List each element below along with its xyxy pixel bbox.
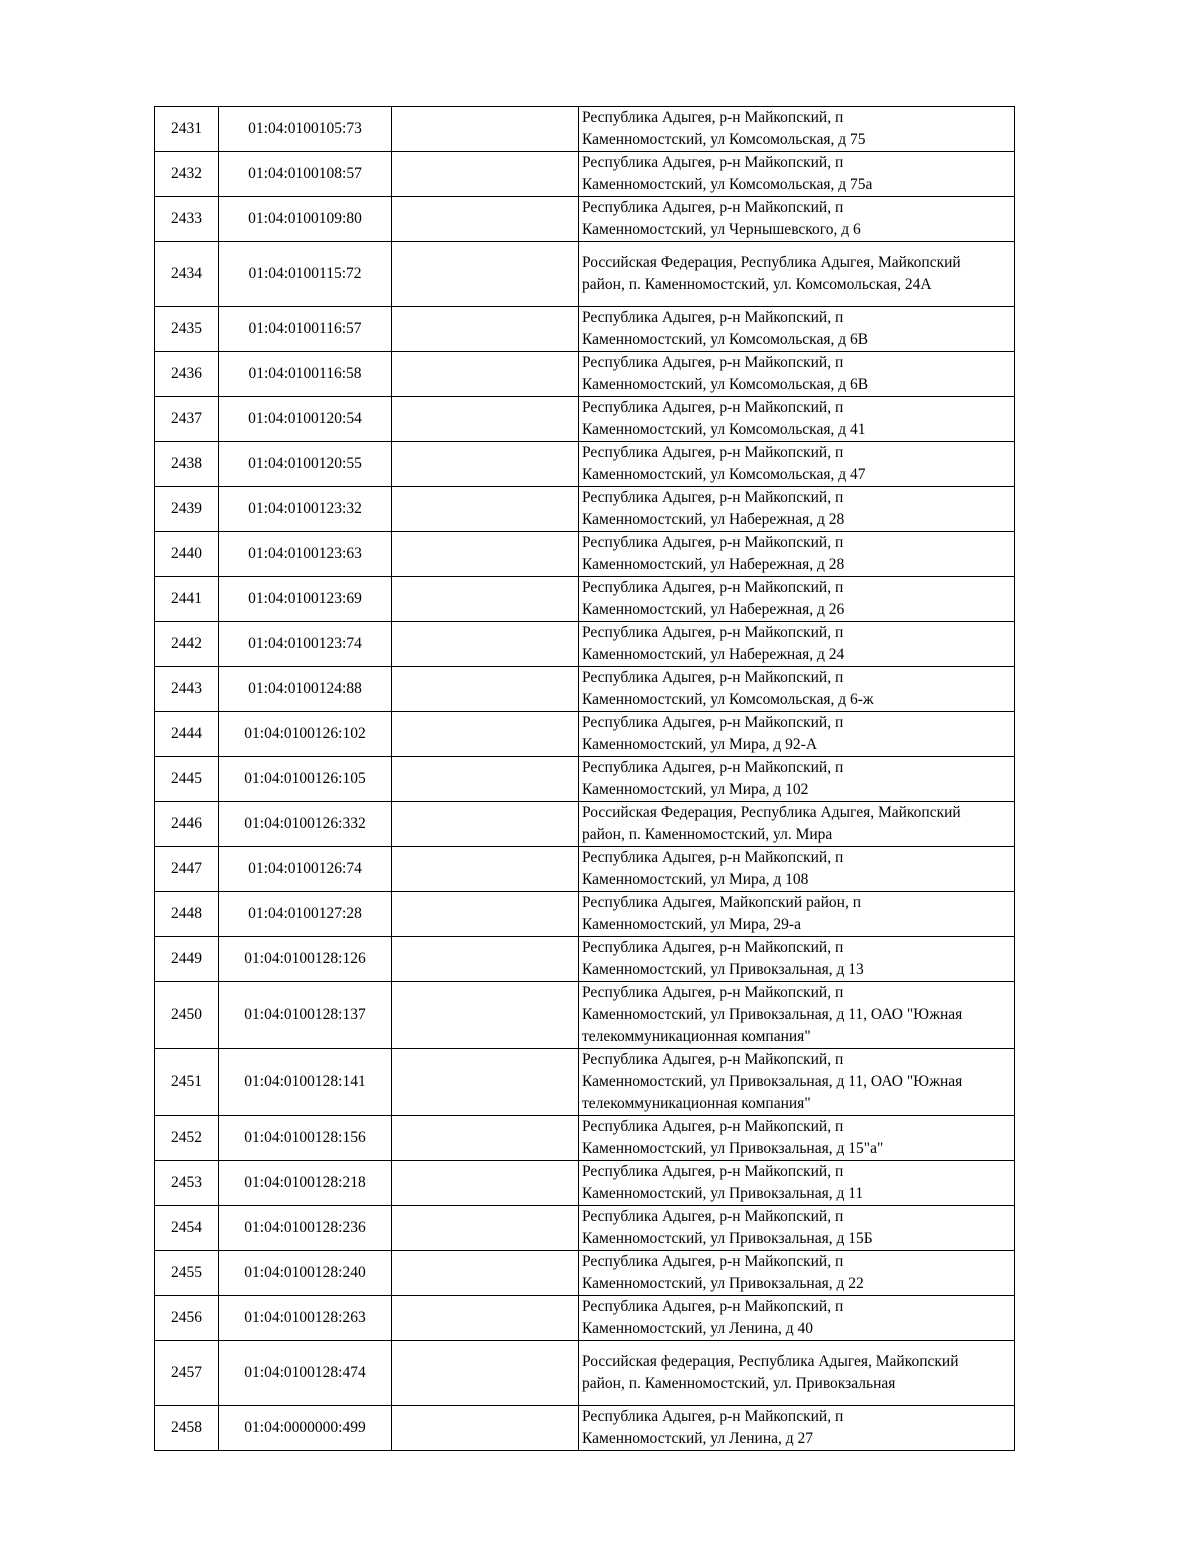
cadastral-number-cell: 01:04:0100108:57 <box>219 152 392 197</box>
address-line: Каменномостский, ул Комсомольская, д 41 <box>582 421 866 438</box>
address-line: Каменномостский, ул Привокзальная, д 22 <box>582 1275 864 1292</box>
empty-cell <box>392 107 579 152</box>
empty-cell <box>392 1341 579 1406</box>
address-line: район, п. Каменномостский, ул. Мира <box>582 826 833 843</box>
table-row <box>155 197 1015 242</box>
address-cell <box>579 1049 1015 1116</box>
address-line: Каменномостский, ул Комсомольская, д 47 <box>582 466 866 483</box>
row-number-cell: 2454 <box>155 1206 219 1251</box>
cadastral-number-cell: 01:04:0100128:156 <box>219 1116 392 1161</box>
address-line: Каменномостский, ул Привокзальная, д 13 <box>582 961 864 978</box>
row-number-cell: 2448 <box>155 892 219 937</box>
cadastral-number-cell: 01:04:0100123:74 <box>219 622 392 667</box>
table-row <box>155 307 1015 352</box>
row-number-cell: 2439 <box>155 487 219 532</box>
empty-cell <box>392 1406 579 1451</box>
cadastral-number-cell: 01:04:0100123:32 <box>219 487 392 532</box>
row-number-cell: 2444 <box>155 712 219 757</box>
address-cell <box>579 982 1015 1049</box>
address-cell <box>579 1116 1015 1161</box>
address-line: Каменномостский, ул Ленина, д 27 <box>582 1430 814 1447</box>
table-row <box>155 1161 1015 1206</box>
row-number-cell: 2435 <box>155 307 219 352</box>
cadastral-number-cell: 01:04:0100128:141 <box>219 1049 392 1116</box>
cadastral-number-cell: 01:04:0100116:57 <box>219 307 392 352</box>
address-line: Республика Адыгея, р-н Майкопский, п <box>582 109 844 126</box>
table-row <box>155 532 1015 577</box>
address-line: Республика Адыгея, р-н Майкопский, п <box>582 624 844 641</box>
cadastral-number-cell: 01:04:0100128:126 <box>219 937 392 982</box>
empty-cell <box>392 1049 579 1116</box>
address-line: Республика Адыгея, р-н Майкопский, п <box>582 199 844 216</box>
address-line: Каменномостский, ул Комсомольская, д 6В <box>582 331 869 348</box>
address-line: Республика Адыгея, р-н Майкопский, п <box>582 939 844 956</box>
address-cell <box>579 442 1015 487</box>
table-row <box>155 352 1015 397</box>
address-line: Каменномостский, ул Комсомольская, д 6-ж <box>582 691 874 708</box>
address-line: район, п. Каменномостский, ул. Привокзальная <box>582 1375 896 1392</box>
address-line: Российская Федерация, Республика Адыгея, Майкопский <box>582 254 961 271</box>
empty-cell <box>392 242 579 307</box>
table-row <box>155 107 1015 152</box>
empty-cell <box>392 712 579 757</box>
table-row <box>155 1406 1015 1451</box>
row-number-cell: 2445 <box>155 757 219 802</box>
address-line: Каменномостский, ул Мира, 29-а <box>582 916 801 933</box>
address-cell <box>579 152 1015 197</box>
address-line: Каменномостский, ул Чернышевского, д 6 <box>582 221 861 238</box>
row-number-cell: 2433 <box>155 197 219 242</box>
address-line: Республика Адыгея, р-н Майкопский, п <box>582 714 844 731</box>
cadastral-number-cell: 01:04:0100105:73 <box>219 107 392 152</box>
empty-cell <box>392 442 579 487</box>
empty-cell <box>392 1161 579 1206</box>
address-line: Республика Адыгея, р-н Майкопский, п <box>582 309 844 326</box>
address-cell <box>579 1406 1015 1451</box>
address-cell <box>579 1296 1015 1341</box>
address-line: Каменномостский, ул Набережная, д 26 <box>582 601 845 618</box>
table-row <box>155 982 1015 1049</box>
row-number-cell: 2447 <box>155 847 219 892</box>
address-line: Каменномостский, ул Привокзальная, д 11 <box>582 1185 864 1202</box>
address-line: Российская федерация, Республика Адыгея, Майкопский <box>582 1353 959 1370</box>
row-number-cell: 2455 <box>155 1251 219 1296</box>
row-number-cell: 2458 <box>155 1406 219 1451</box>
table-row <box>155 622 1015 667</box>
table-row <box>155 712 1015 757</box>
table-row <box>155 152 1015 197</box>
address-line: Республика Адыгея, р-н Майкопский, п <box>582 534 844 551</box>
empty-cell <box>392 982 579 1049</box>
empty-cell <box>392 352 579 397</box>
empty-cell <box>392 802 579 847</box>
cadastral-number-cell: 01:04:0100116:58 <box>219 352 392 397</box>
address-line: Республика Адыгея, р-н Майкопский, п <box>582 984 844 1001</box>
empty-cell <box>392 397 579 442</box>
table-row <box>155 242 1015 307</box>
address-line: Каменномостский, ул Комсомольская, д 6В <box>582 376 869 393</box>
table-row <box>155 1341 1015 1406</box>
address-line: Каменномостский, ул Комсомольская, д 75 <box>582 131 866 148</box>
address-cell <box>579 802 1015 847</box>
empty-cell <box>392 1296 579 1341</box>
address-line: Каменномостский, ул Мира, д 102 <box>582 781 809 798</box>
table-row <box>155 487 1015 532</box>
address-line: Республика Адыгея, р-н Майкопский, п <box>582 759 844 776</box>
address-cell <box>579 712 1015 757</box>
empty-cell <box>392 487 579 532</box>
address-cell <box>579 1161 1015 1206</box>
empty-cell <box>392 667 579 712</box>
address-cell <box>579 937 1015 982</box>
empty-cell <box>392 152 579 197</box>
address-cell <box>579 622 1015 667</box>
address-line: Республика Адыгея, р-н Майкопский, п <box>582 1051 844 1068</box>
address-cell <box>579 532 1015 577</box>
cadastral-number-cell: 01:04:0100126:74 <box>219 847 392 892</box>
table-row <box>155 757 1015 802</box>
cadastral-number-cell: 01:04:0100123:69 <box>219 577 392 622</box>
empty-cell <box>392 307 579 352</box>
address-line: Каменномостский, ул Набережная, д 28 <box>582 511 845 528</box>
address-line: Республика Адыгея, р-н Майкопский, п <box>582 1163 844 1180</box>
table-row <box>155 937 1015 982</box>
address-cell <box>579 487 1015 532</box>
address-cell <box>579 1251 1015 1296</box>
table-row <box>155 577 1015 622</box>
empty-cell <box>392 197 579 242</box>
address-line: Республика Адыгея, р-н Майкопский, п <box>582 1118 844 1135</box>
address-line: Республика Адыгея, р-н Майкопский, п <box>582 489 844 506</box>
table-row <box>155 847 1015 892</box>
address-line: Республика Адыгея, р-н Майкопский, п <box>582 354 844 371</box>
row-number-cell: 2443 <box>155 667 219 712</box>
row-number-cell: 2434 <box>155 242 219 307</box>
row-number-cell: 2431 <box>155 107 219 152</box>
address-line: Республика Адыгея, р-н Майкопский, п <box>582 1208 844 1225</box>
cadastral-number-cell: 01:04:0100115:72 <box>219 242 392 307</box>
row-number-cell: 2437 <box>155 397 219 442</box>
address-line: Каменномостский, ул Привокзальная, д 11, ОАО "Южная <box>582 1006 963 1023</box>
table-row <box>155 442 1015 487</box>
cadastral-number-cell: 01:04:0000000:499 <box>219 1406 392 1451</box>
address-line: район, п. Каменномостский, ул. Комсомольская, 24А <box>582 276 932 293</box>
empty-cell <box>392 892 579 937</box>
address-line: Республика Адыгея, р-н Майкопский, п <box>582 154 844 171</box>
address-line: Республика Адыгея, р-н Майкопский, п <box>582 1408 844 1425</box>
table-body <box>155 107 1015 1451</box>
row-number-cell: 2441 <box>155 577 219 622</box>
address-cell <box>579 667 1015 712</box>
cadastral-number-cell: 01:04:0100128:236 <box>219 1206 392 1251</box>
address-line: Каменномостский, ул Ленина, д 40 <box>582 1320 814 1337</box>
address-cell <box>579 757 1015 802</box>
empty-cell <box>392 577 579 622</box>
empty-cell <box>392 937 579 982</box>
cadastral-number-cell: 01:04:0100126:332 <box>219 802 392 847</box>
address-cell <box>579 307 1015 352</box>
cadastral-number-cell: 01:04:0100120:55 <box>219 442 392 487</box>
row-number-cell: 2442 <box>155 622 219 667</box>
cadastral-number-cell: 01:04:0100128:137 <box>219 982 392 1049</box>
empty-cell <box>392 622 579 667</box>
row-number-cell: 2452 <box>155 1116 219 1161</box>
table-row <box>155 892 1015 937</box>
cadastral-number-cell: 01:04:0100126:105 <box>219 757 392 802</box>
row-number-cell: 2438 <box>155 442 219 487</box>
address-line: Российская Федерация, Республика Адыгея, Майкопский <box>582 804 961 821</box>
address-cell <box>579 397 1015 442</box>
cadastral-number-cell: 01:04:0100126:102 <box>219 712 392 757</box>
row-number-cell: 2451 <box>155 1049 219 1116</box>
address-cell <box>579 197 1015 242</box>
address-line: Республика Адыгея, р-н Майкопский, п <box>582 669 844 686</box>
address-line: Каменномостский, ул Привокзальная, д 15Б <box>582 1230 873 1247</box>
row-number-cell: 2453 <box>155 1161 219 1206</box>
table-row <box>155 1116 1015 1161</box>
address-line: Республика Адыгея, р-н Майкопский, п <box>582 1253 844 1270</box>
address-line: Каменномостский, ул Набережная, д 28 <box>582 556 845 573</box>
row-number-cell: 2450 <box>155 982 219 1049</box>
address-line: телекоммуникационная компания" <box>582 1028 811 1045</box>
empty-cell <box>392 757 579 802</box>
cadastral-number-cell: 01:04:0100128:263 <box>219 1296 392 1341</box>
address-cell <box>579 892 1015 937</box>
address-cell <box>579 107 1015 152</box>
address-cell <box>579 1341 1015 1406</box>
row-number-cell: 2432 <box>155 152 219 197</box>
row-number-cell: 2457 <box>155 1341 219 1406</box>
address-cell <box>579 1206 1015 1251</box>
row-number-cell: 2440 <box>155 532 219 577</box>
address-line: Каменномостский, ул Набережная, д 24 <box>582 646 845 663</box>
address-line: Республика Адыгея, р-н Майкопский, п <box>582 399 844 416</box>
row-number-cell: 2436 <box>155 352 219 397</box>
cadastral-number-cell: 01:04:0100127:28 <box>219 892 392 937</box>
cadastral-number-cell: 01:04:0100123:63 <box>219 532 392 577</box>
empty-cell <box>392 532 579 577</box>
row-number-cell: 2449 <box>155 937 219 982</box>
address-line: Каменномостский, ул Привокзальная, д 15"а" <box>582 1140 884 1157</box>
empty-cell <box>392 1206 579 1251</box>
table-row <box>155 1206 1015 1251</box>
table-row <box>155 1251 1015 1296</box>
row-number-cell: 2456 <box>155 1296 219 1341</box>
empty-cell <box>392 1251 579 1296</box>
address-cell <box>579 577 1015 622</box>
address-line: Республика Адыгея, р-н Майкопский, п <box>582 849 844 866</box>
cadastral-number-cell: 01:04:0100128:218 <box>219 1161 392 1206</box>
address-line: Каменномостский, ул Привокзальная, д 11, ОАО "Южная <box>582 1073 963 1090</box>
empty-cell <box>392 847 579 892</box>
table-row <box>155 667 1015 712</box>
address-line: Республика Адыгея, р-н Майкопский, п <box>582 1298 844 1315</box>
cadastral-number-cell: 01:04:0100124:88 <box>219 667 392 712</box>
address-line: Республика Адыгея, р-н Майкопский, п <box>582 579 844 596</box>
address-line: Республика Адыгея, р-н Майкопский, п <box>582 444 844 461</box>
table-row <box>155 1049 1015 1116</box>
address-cell <box>579 352 1015 397</box>
cadastral-number-cell: 01:04:0100109:80 <box>219 197 392 242</box>
address-line: Каменномостский, ул Комсомольская, д 75а <box>582 176 873 193</box>
table-row <box>155 802 1015 847</box>
address-line: Каменномостский, ул Мира, д 92-А <box>582 736 818 753</box>
cadastral-number-cell: 01:04:0100128:474 <box>219 1341 392 1406</box>
table-row <box>155 397 1015 442</box>
address-cell <box>579 242 1015 307</box>
address-line: Республика Адыгея, Майкопский район, п <box>582 894 862 911</box>
address-line: телекоммуникационная компания" <box>582 1095 811 1112</box>
address-line: Каменномостский, ул Мира, д 108 <box>582 871 809 888</box>
land-plots-table <box>154 106 1015 1451</box>
address-cell <box>579 847 1015 892</box>
cadastral-number-cell: 01:04:0100128:240 <box>219 1251 392 1296</box>
cadastral-number-cell: 01:04:0100120:54 <box>219 397 392 442</box>
empty-cell <box>392 1116 579 1161</box>
row-number-cell: 2446 <box>155 802 219 847</box>
table-row <box>155 1296 1015 1341</box>
